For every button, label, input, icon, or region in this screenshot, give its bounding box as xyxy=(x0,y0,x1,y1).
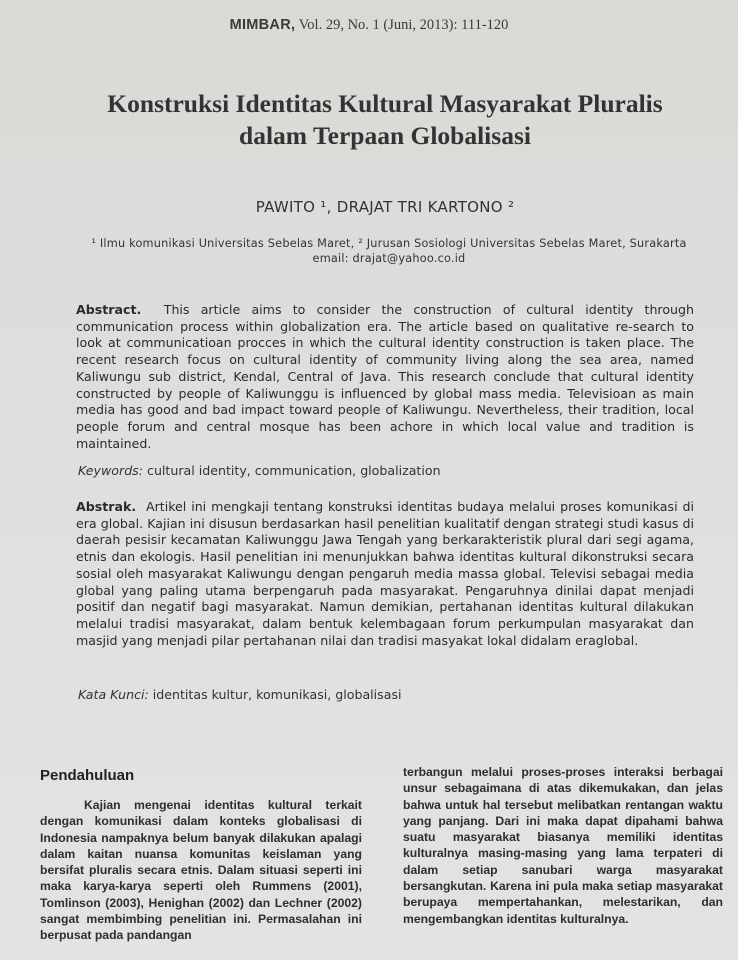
abstract-text: This article aims to consider the construction of cultural identity through communication process within globalization era. The article based on qualitative re-search to look at communicatioan procces in which the cultural identity construction is taken place. The recent research focus on cultural identity of community living along the sea area, named Kaliwungu sub district, Kendal, Central of Java. This research conclude that cultural identity constructed by people of Kaliwunggu is influenced by global mass media. Televisioan as main media has good and bad impact toward people of Kaliwungu. Nevertheless, their tradition, local people forum and central mosque has been achore in which local value and tradition is maintained. xyxy=(76,302,694,451)
title-line-2: dalam Terpaan Globalisasi xyxy=(239,121,531,150)
abstract-english xyxy=(76,302,694,452)
affiliation xyxy=(44,236,734,266)
intro-left-column: Kajian mengenai identitas kultural terkait dengan komunikasi dalam konteks globalisasi di Indonesia nampaknya belum banyak dilakukan apalagi dalam kaitan nuansa komunitas keislaman yang bersifat pluralis secara etnis. Dalam situasi seperti ini maka karya-karya seperti oleh Rummens (2001), Tomlinson (2003), Henighan (2002) dan Lechner (2002) sangat membimbing penelitian ini. Permasalahan ini berpusat pada pandangan xyxy=(40,798,362,943)
intro-right-column: terbangun melalui proses-proses interaksi berbagai unsur sebagaimana di atas dikemukakan, dan jelas bahwa untuk hal tersebut melibatkan rentangan waktu yang panjang. Dari ini maka dapat dipahami bahwa suatu masyarakat biasanya memiliki identitas kulturalnya masing-masing yang lama terpateri di dalam setiap sanubari warga masyarakat bersangkutan. Karena ini pula maka setiap masyarakat berupaya mempertahankan, melestarikan, dan mengembangkan identitas kulturalnya. xyxy=(403,765,723,926)
keywords-english xyxy=(78,463,441,478)
section-heading: Pendahuluan xyxy=(40,767,135,784)
authors: PAWITO ¹, DRAJAT TRI KARTONO ² xyxy=(255,198,515,216)
journal-name: MIMBAR, xyxy=(229,17,296,33)
journal-details: Vol. 29, No. 1 (Juni, 2013): 111-120 xyxy=(298,17,509,33)
abstract-label: Abstract. xyxy=(76,302,142,317)
journal-header xyxy=(0,17,738,34)
abstrak-label: Abstrak. xyxy=(76,499,137,514)
kata-kunci-label: Kata Kunci: xyxy=(78,687,149,702)
email: email: drajat@yahoo.co.id xyxy=(312,252,466,265)
abstract-indonesian xyxy=(76,499,694,649)
title-line-1: Konstruksi Identitas Kultural Masyarakat Pluralis xyxy=(107,89,663,118)
abstrak-text: Artikel ini mengkaji tentang konstruksi identitas budaya melalui proses komunikasi di era global. Kajian ini disusun berdasarkan hasil penelitian kualitatif dengan strategi studi kasus di daerah pesisir kecamatan Kaliwunggu Jawa Tengah yang berkarakteristik plural dari segi agama, etnis dan ekologis. Hasil penelitian ini menunjukkan bahwa identitas kultural dikonstruksi secara sosial oleh masyarakat Kaliwungu dengan pengaruh media massa global. Televisi sebagai media global yang paling utama berpengaruh pada masyarakat. Pengaruhnya dinilai dapat menjadi positif dan negatif bagi masyarakat. Namun demikian, pertahanan identitas kultural dilakukan melalui tradisi masyarakat, dalam bentuk kelembagaan forum perkumpulan masyarakat dan masjid yang menjadi pilar pertahanan nilai dan tradisi masyakat lokal didalam eraglobal. xyxy=(76,499,694,648)
keywords-text: cultural identity, communication, globalization xyxy=(147,463,441,478)
paper-title xyxy=(0,88,738,152)
keywords-label: Keywords: xyxy=(78,463,143,478)
keywords-indonesian xyxy=(78,687,402,702)
affiliation-line: ¹ Ilmu komunikasi Universitas Sebelas Maret, ² Jurusan Sosiologi Universitas Sebelas Maret, Surakarta xyxy=(91,237,687,250)
kata-kunci-text: identitas kultur, komunikasi, globalisasi xyxy=(152,687,402,702)
